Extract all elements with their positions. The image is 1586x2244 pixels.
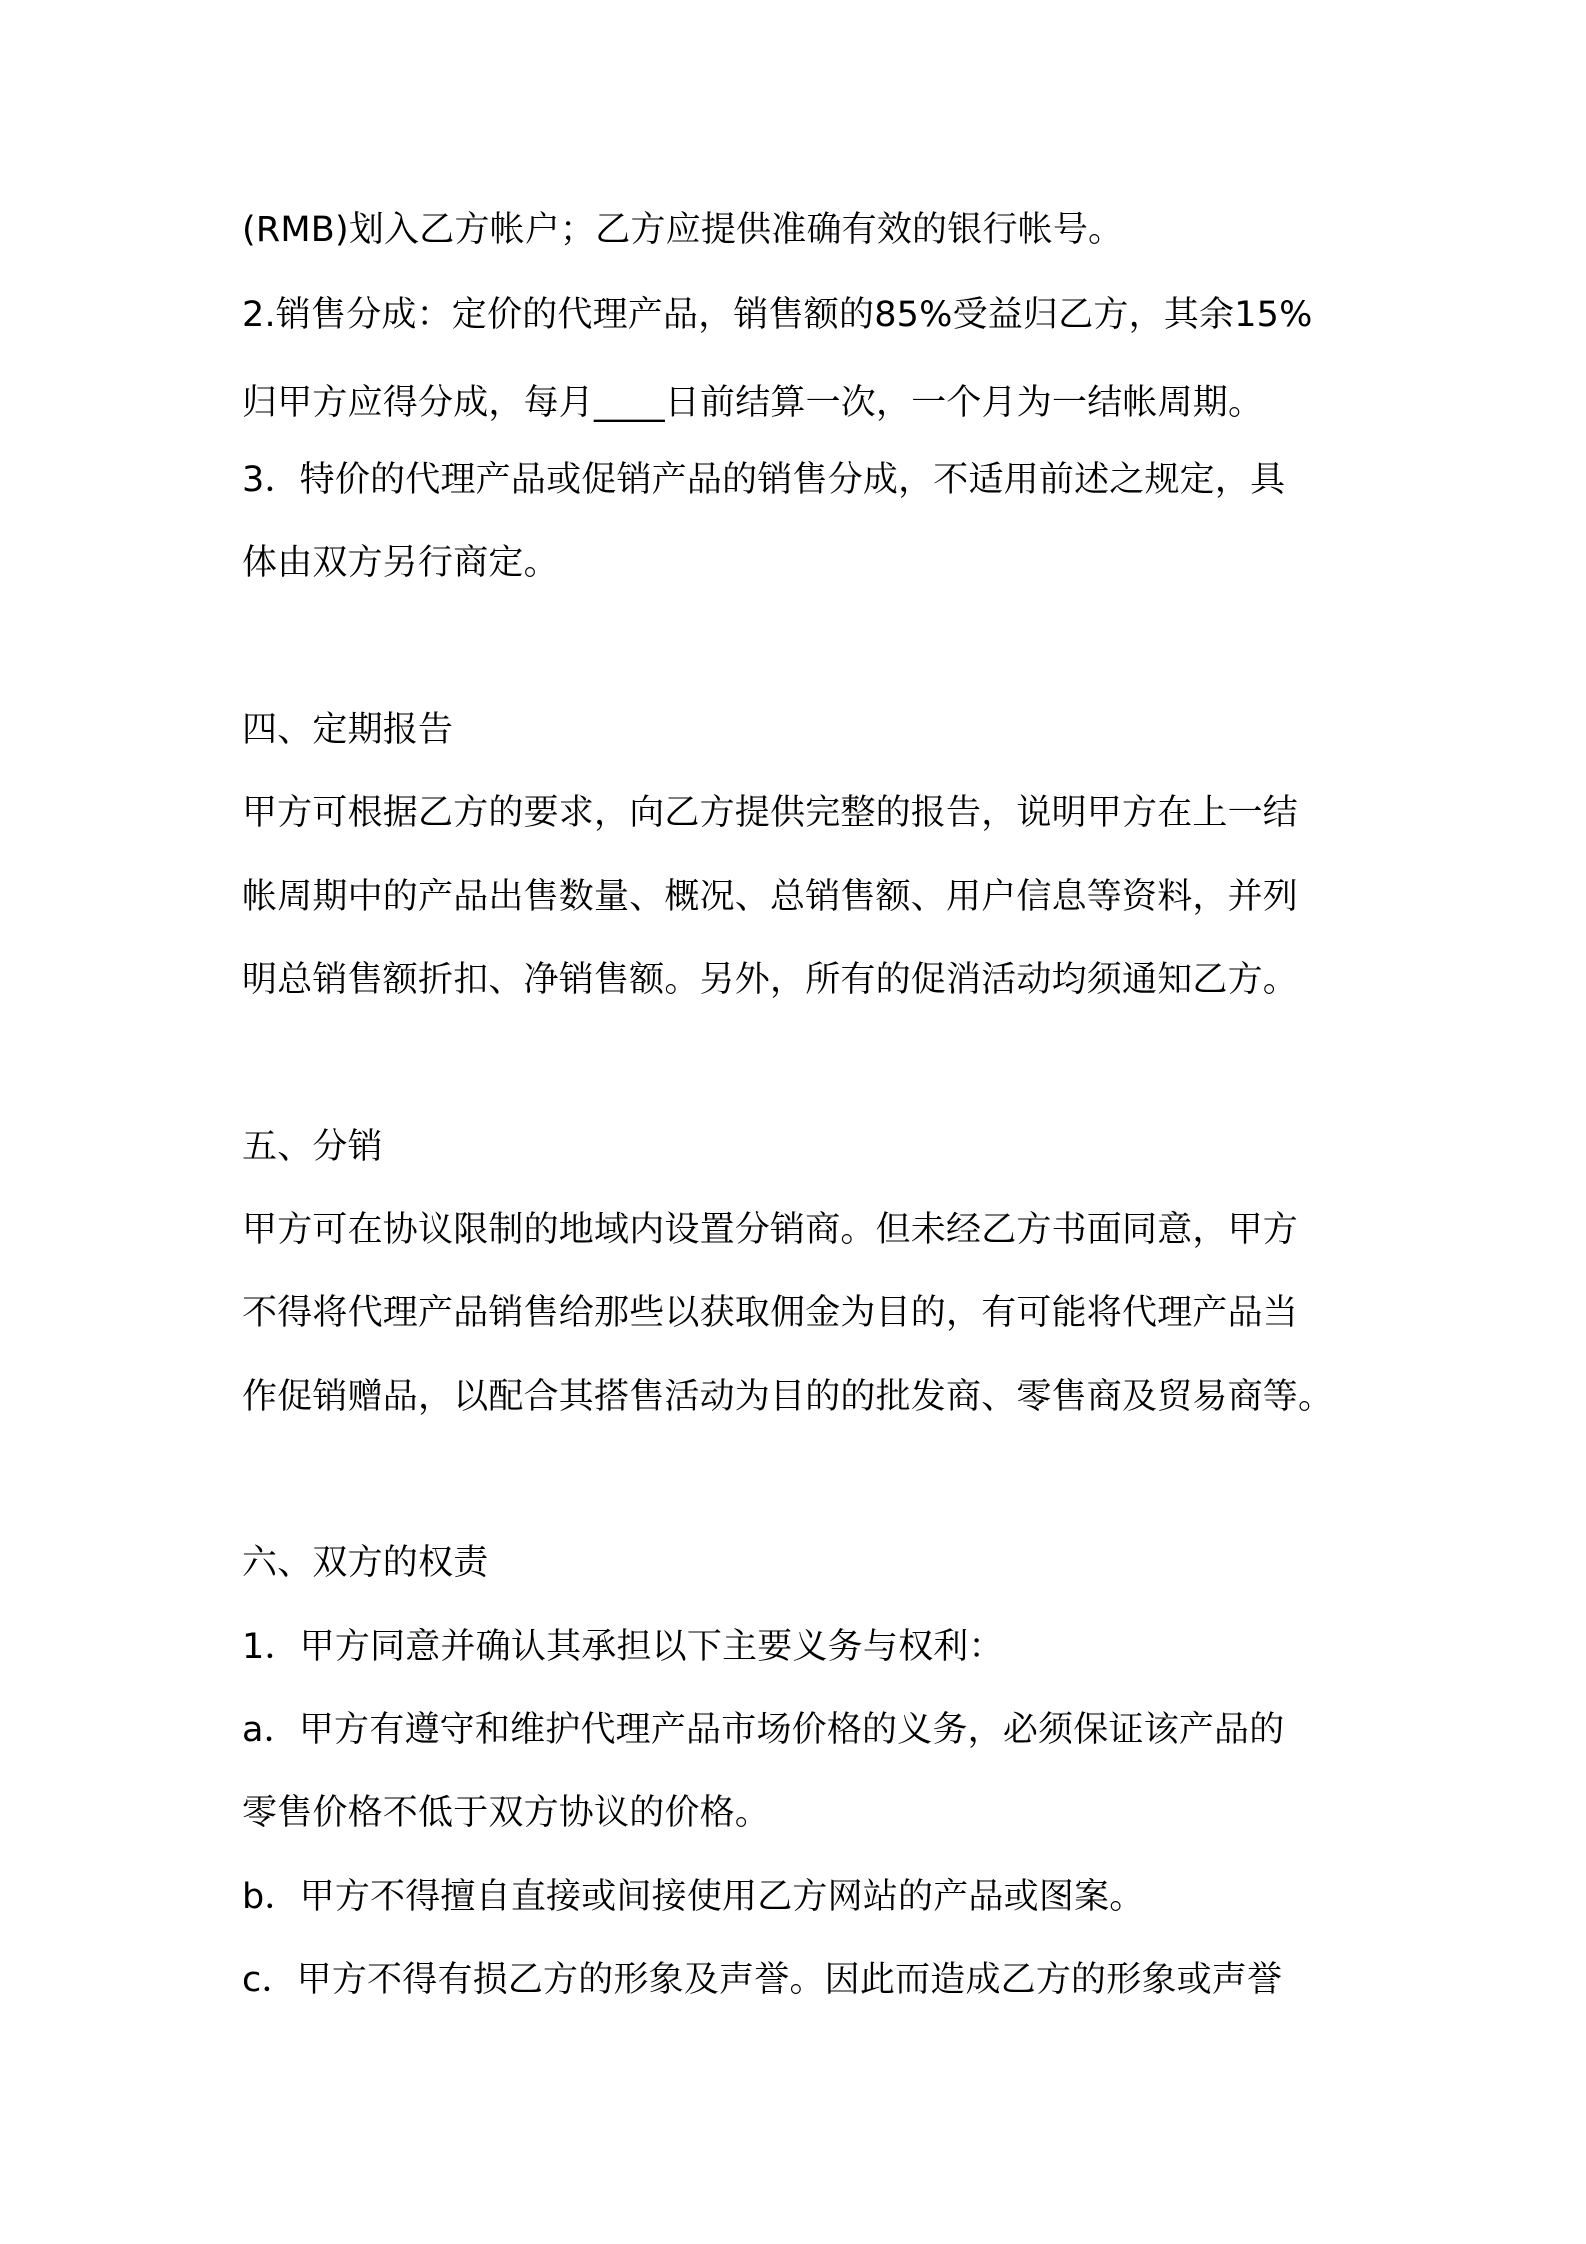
section-heading: 六、双方的权责: [242, 1543, 489, 1583]
text-line: 甲方可根据乙方的要求，向乙方提供完整的报告，说明甲方在上一结: [242, 793, 1299, 833]
text-line: 2.销售分成：定价的代理产品，销售额的85%受益归乙方，其余15%: [242, 295, 1313, 335]
text-line: 3．特价的代理产品或促销产品的销售分成，不适用前述之规定，具: [242, 460, 1286, 500]
text-line: 帐周期中的产品出售数量、概况、总销售额、用户信息等资料，并列: [242, 877, 1299, 917]
text-line: 1．甲方同意并确认其承担以下主要义务与权利：: [242, 1627, 1004, 1667]
text-line: 不得将代理产品销售给那些以获取佣金为目的，有可能将代理产品当: [242, 1293, 1299, 1333]
text-line: 作促销赠品，以配合其搭售活动为目的的批发商、零售商及贸易商等。: [242, 1377, 1334, 1417]
text-line: c．甲方不得有损乙方的形象及声誉。因此而造成乙方的形象或声誉: [242, 1960, 1283, 2000]
text-line: 甲方可在协议限制的地域内设置分销商。但未经乙方书面同意，甲方: [242, 1210, 1299, 1250]
text-line: 体由双方另行商定。: [242, 543, 559, 583]
section-heading: 四、定期报告: [242, 710, 454, 750]
text-line: 明总销售额折扣、净销售额。另外，所有的促消活动均须通知乙方。: [242, 960, 1299, 1000]
text-line: a．甲方有遵守和维护代理产品市场价格的义务，必须保证该产品的: [242, 1710, 1285, 1750]
text-line: 零售价格不低于双方协议的价格。: [242, 1793, 771, 1833]
section-heading: 五、分销: [242, 1127, 383, 1167]
text-line: 归甲方应得分成，每月____日前结算一次，一个月为一结帐周期。: [242, 383, 1264, 423]
text-line: b．甲方不得擅自直接或间接使用乙方网站的产品或图案。: [242, 1877, 1145, 1917]
text-line: (RMB)划入乙方帐户；乙方应提供准确有效的银行帐号。: [242, 210, 1124, 250]
